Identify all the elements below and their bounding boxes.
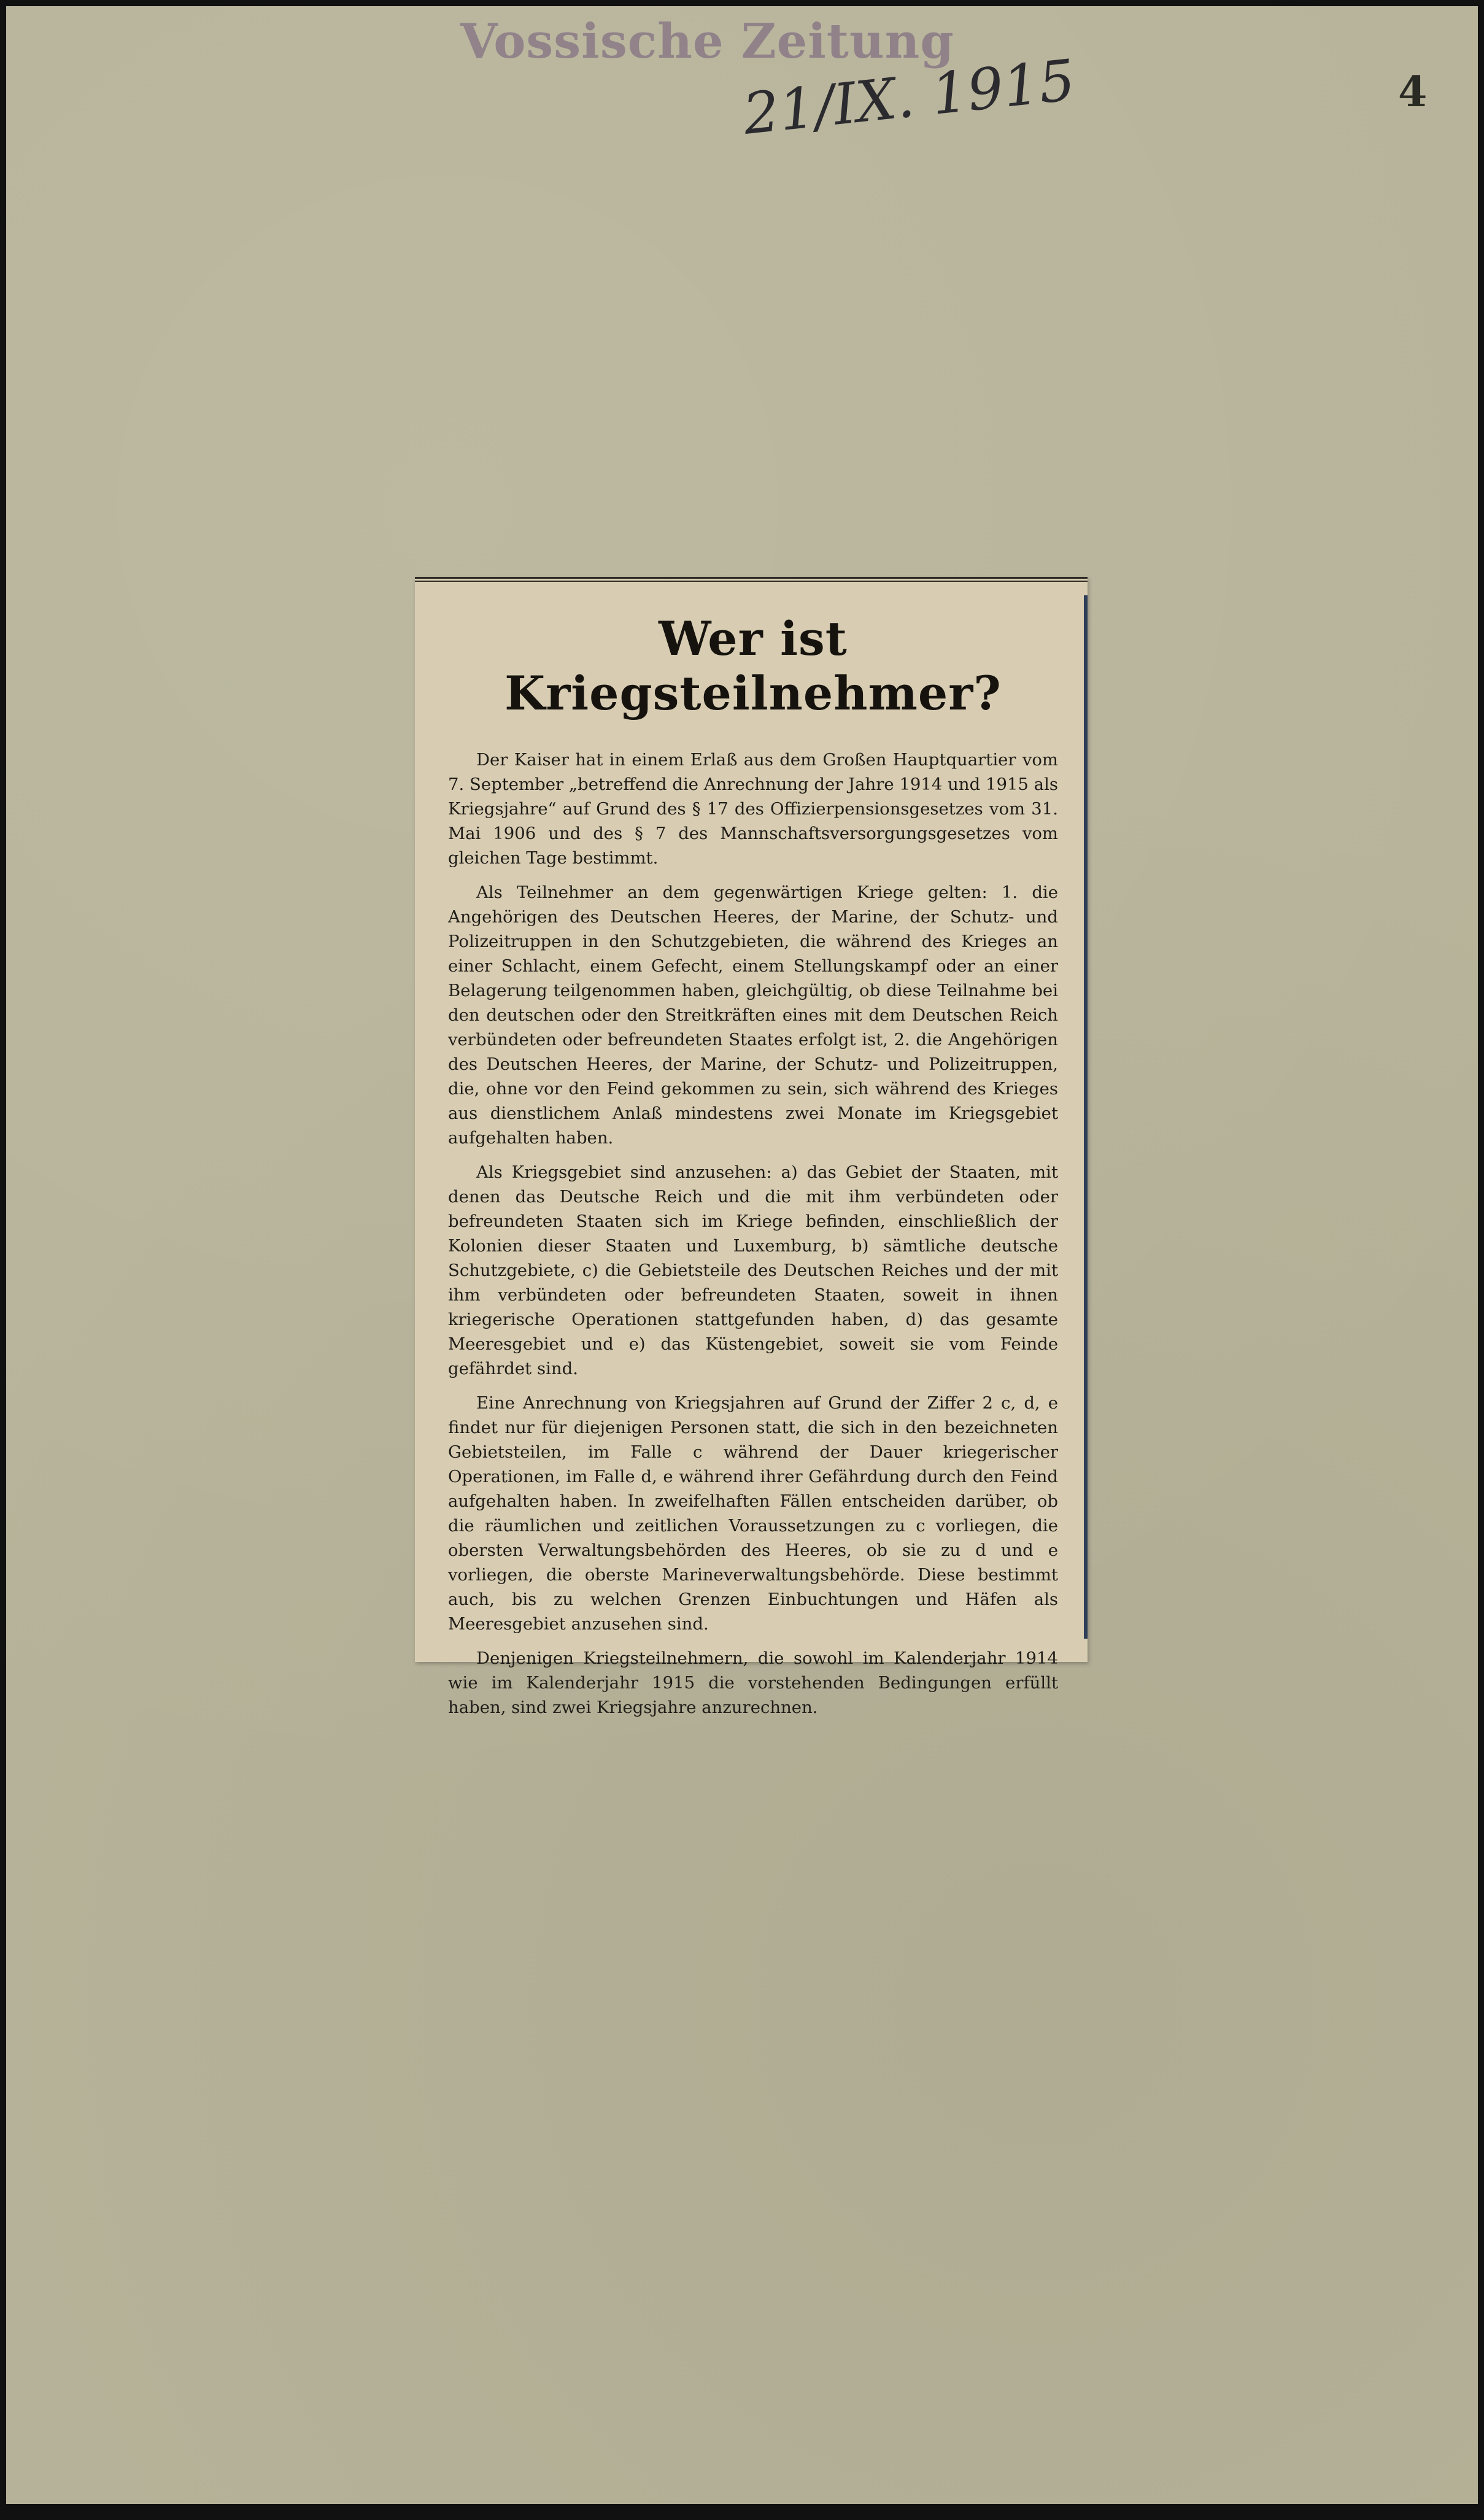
article-paragraph: Eine Anrechnung von Kriegsjahren auf Grund der Ziffer 2 c, d, e findet nur für diejenigen Personen statt, die sich in den bezeichneten Gebietsteilen, im Falle c während der Dauer kriegerischer Operationen, im Falle d, e während ihrer Gefährdung durch den Feind aufgehalten haben. In zweifelhaften Fällen entscheiden darüber, ob die räumlichen und zeitlichen Voraussetzungen zu c vorliegen, die obersten Verwaltungsbehörden des Heeres, ob sie zu d und e vorliegen, die oberste Marineverwaltungsbehörde. Diese bestimmt auch, bis zu welchen Grenzen Einbuchtungen und Häfen als Meeresgebiet anzusehen sind.	[448, 1393, 1058, 1634]
article-paragraph: Der Kaiser hat in einem Erlaß aus dem Großen Hauptquartier vom 7. September „betreffend die Anrechnung der Jahre 1914 und 1915 als Kriegsjahre“ auf Grund des § 17 des Offizierpensionsgesetzes vom 31. Mai 1906 und des § 7 des Mannschaftsversorgungsgesetzes vom gleichen Tage bestimmt.	[448, 750, 1058, 868]
newspaper-stamp: Vossische Zeitung	[460, 14, 954, 69]
article-paragraph: Denjenigen Kriegsteilnehmern, die sowohl im Kalenderjahr 1914 wie im Kalenderjahr 1915 die vorstehenden Bedingungen erfüllt haben, sind zwei Kriegsjahre anzurechnen.	[448, 1648, 1058, 1717]
newspaper-clipping	[415, 577, 1088, 1717]
archive-sheet	[6, 6, 1478, 2504]
article-paragraph: Als Kriegsgebiet sind anzusehen: a) das Gebiet der Staaten, mit denen das Deutsche Reich und die mit ihm verbündeten oder befreundeten Staaten sich im Kriege befinden, einschließlich der Kolonien dieser Staaten und Luxemburg, b) sämtliche deutsche Schutzgebiete, c) die Gebietsteile des Deutschen Reiches und der mit ihm verbündeten oder befreundeten Staaten, soweit in ihnen kriegerische Operationen stattgefunden haben, d) das gesamte Meeresgebiet und e) das Küstengebiet, soweit sie vom Feinde gefährdet sind.	[448, 1162, 1058, 1378]
clipping-top-rule	[415, 577, 1088, 582]
handwritten-date: 21/IX. 1915	[740, 47, 1078, 148]
page-number: 4	[1398, 68, 1428, 117]
clipping-edge-shadow	[1084, 595, 1088, 1639]
article-headline: Wer ist Kriegsteilnehmer?	[504, 611, 1002, 721]
article-paragraph: Als Teilnehmer an dem gegenwärtigen Kriege gelten: 1. die Angehörigen des Deutschen Heeres, der Marine, der Schutz- und Polizeitruppen in den Schutzgebieten, die während des Krieges an einer Schlacht, einem Gefecht, einem Stellungskampf oder an einer Belagerung teilgenommen haben, gleichgültig, ob diese Teilnahme bei den deutschen oder den Streitkräften eines mit dem Deutschen Reich verbündeten oder befreundeten Staates erfolgt ist, 2. die Angehörigen des Deutschen Heeres, der Marine, der Schutz- und Polizeitruppen, die, ohne vor den Feind gekommen zu sein, sich während des Krieges aus dienstlichem Anlaß mindestens zwei Monate im Kriegsgebiet aufgehalten haben.	[448, 883, 1058, 1148]
